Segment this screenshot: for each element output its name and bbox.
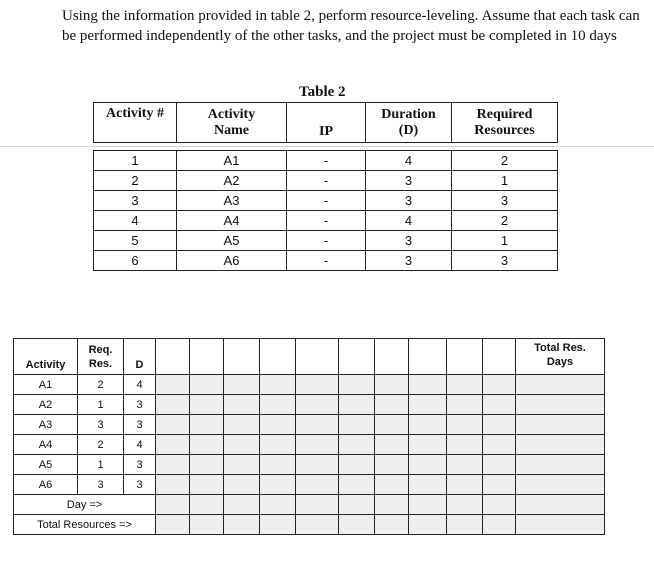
schedule-cell[interactable] [156,435,190,455]
schedule-cell[interactable] [483,415,516,435]
leveling-req-res-cell: 2 [78,375,124,395]
grid-header-day-cell[interactable] [156,339,190,375]
duration-cell: 3 [366,251,452,271]
schedule-cell[interactable] [375,435,409,455]
total-resources-cell[interactable] [447,515,483,535]
schedule-cell[interactable] [375,455,409,475]
activity-number-cell: 5 [94,231,177,251]
schedule-cell[interactable] [447,455,483,475]
leveling-activity-cell: A1 [14,375,78,395]
total-resources-cell[interactable] [375,515,409,535]
schedule-cell[interactable] [260,455,296,475]
schedule-cell[interactable] [296,415,339,435]
day-cell[interactable] [190,495,224,515]
activity-number-cell: 4 [94,211,177,231]
ip-cell: - [287,171,366,191]
leveling-row [14,415,605,435]
grid-header-day-cell[interactable] [375,339,409,375]
day-cell[interactable] [339,495,375,515]
leveling-duration-cell: 3 [124,455,156,475]
table2-body [93,150,558,271]
leveling-duration-cell: 4 [124,435,156,455]
schedule-cell[interactable] [156,415,190,435]
schedule-cell[interactable] [483,395,516,415]
schedule-cell[interactable] [296,435,339,455]
ip-cell: - [287,231,366,251]
schedule-cell[interactable] [190,415,224,435]
schedule-cell[interactable] [156,375,190,395]
leveling-req-res-cell: 3 [78,475,124,495]
grid-header-activity: Activity [14,339,78,375]
schedule-cell[interactable] [447,475,483,495]
row-total-res-days-cell[interactable] [516,455,605,475]
leveling-duration-cell: 3 [124,395,156,415]
grid-header-duration: D [124,339,156,375]
day-cell[interactable] [224,495,260,515]
leveling-duration-cell: 3 [124,415,156,435]
total-resources-cell[interactable] [409,515,447,535]
leveling-row [14,435,605,455]
schedule-cell[interactable] [190,455,224,475]
schedule-cell[interactable] [339,375,375,395]
leveling-activity-cell: A2 [14,395,78,415]
grid-header-day-cell[interactable] [409,339,447,375]
table2-title: Table 2 [299,84,346,100]
leveling-row [14,375,605,395]
schedule-cell[interactable] [224,455,260,475]
ip-cell: - [287,211,366,231]
day-cell[interactable] [260,495,296,515]
activity-name-cell: A6 [177,251,287,271]
schedule-cell[interactable] [296,395,339,415]
row-total-res-days-cell[interactable] [516,375,605,395]
schedule-cell[interactable] [339,435,375,455]
table2-row [94,191,558,211]
day-cell[interactable] [375,495,409,515]
schedule-cell[interactable] [409,395,447,415]
schedule-cell[interactable] [260,375,296,395]
grid-header-day-cell[interactable] [483,339,516,375]
required-resources-cell: 3 [452,191,558,211]
leveling-activity-cell: A4 [14,435,78,455]
total-resources-row-label: Total Resources => [14,515,156,535]
leveling-row [14,475,605,495]
duration-cell: 3 [366,171,452,191]
schedule-cell[interactable] [409,475,447,495]
header-required-resources: Required Resources [452,103,558,143]
required-resources-cell: 1 [452,171,558,191]
ip-cell: - [287,191,366,211]
schedule-cell[interactable] [447,435,483,455]
schedule-cell[interactable] [447,415,483,435]
duration-cell: 3 [366,191,452,211]
grid-header-day-cell[interactable] [339,339,375,375]
schedule-cell[interactable] [190,375,224,395]
schedule-cell[interactable] [375,415,409,435]
schedule-cell[interactable] [190,435,224,455]
schedule-cell[interactable] [483,455,516,475]
schedule-cell[interactable] [190,475,224,495]
day-cell[interactable] [409,495,447,515]
activity-name-cell: A5 [177,231,287,251]
leveling-req-res-cell: 3 [78,415,124,435]
leveling-activity-cell: A3 [14,415,78,435]
schedule-cell[interactable] [375,395,409,415]
total-resources-cell[interactable] [260,515,296,535]
leveling-row [14,455,605,475]
duration-cell: 4 [366,151,452,171]
table2-row [94,231,558,251]
grid-header-day-cell[interactable] [260,339,296,375]
schedule-cell[interactable] [483,475,516,495]
day-cell[interactable] [156,495,190,515]
schedule-cell[interactable] [483,375,516,395]
required-resources-cell: 2 [452,211,558,231]
required-resources-cell: 3 [452,251,558,271]
activity-name-cell: A1 [177,151,287,171]
leveling-row [14,395,605,415]
leveling-req-res-cell: 1 [78,455,124,475]
schedule-cell[interactable] [409,415,447,435]
total-resources-cell[interactable] [190,515,224,535]
row-total-res-days-cell[interactable] [516,415,605,435]
leveling-duration-cell: 3 [124,475,156,495]
schedule-cell[interactable] [260,415,296,435]
instructions-text: Using the information provided in table 2, perform resource-leveling. Assume that each task can be performed independently of the other tasks, and the project must be completed in 10 days [62,8,640,44]
header-activity-name: Activity Name [177,103,287,143]
total-resources-cell[interactable] [339,515,375,535]
required-resources-cell: 2 [452,151,558,171]
activity-number-cell: 1 [94,151,177,171]
grid-header-req-res: Req. Res. [78,339,124,375]
leveling-req-res-cell: 2 [78,435,124,455]
schedule-cell[interactable] [260,395,296,415]
grid-header-day-cell[interactable] [190,339,224,375]
schedule-cell[interactable] [296,455,339,475]
schedule-cell[interactable] [447,375,483,395]
leveling-req-res-cell: 1 [78,395,124,415]
schedule-cell[interactable] [409,375,447,395]
schedule-cell[interactable] [339,395,375,415]
schedule-cell[interactable] [296,475,339,495]
schedule-cell[interactable] [483,435,516,455]
day-cell[interactable] [296,495,339,515]
total-resources-cell[interactable] [296,515,339,535]
leveling-activity-cell: A5 [14,455,78,475]
table2-row [94,151,558,171]
schedule-cell[interactable] [224,415,260,435]
ip-cell: - [287,151,366,171]
table2-header [93,102,558,143]
resource-leveling-grid [13,338,605,535]
schedule-cell[interactable] [339,475,375,495]
grid-header-day-cell[interactable] [447,339,483,375]
header-duration: Duration (D) [366,103,452,143]
schedule-cell[interactable] [296,375,339,395]
activity-name-cell: A2 [177,171,287,191]
schedule-cell[interactable] [224,475,260,495]
activity-number-cell: 2 [94,171,177,191]
day-cell[interactable] [447,495,483,515]
grid-header-day-cell[interactable] [224,339,260,375]
row-total-res-days-cell[interactable] [516,435,605,455]
header-activity-number: Activity # [94,103,177,143]
grand-total-cell[interactable] [516,515,605,535]
schedule-cell[interactable] [224,435,260,455]
schedule-cell[interactable] [409,435,447,455]
total-resources-cell[interactable] [483,515,516,535]
day-row-label: Day => [14,495,156,515]
header-ip: IP [287,103,366,143]
total-resources-cell[interactable] [156,515,190,535]
leveling-activity-cell: A6 [14,475,78,495]
activity-name-cell: A3 [177,191,287,211]
duration-cell: 4 [366,211,452,231]
schedule-cell[interactable] [156,395,190,415]
day-total-cell[interactable] [516,495,605,515]
ip-cell: - [287,251,366,271]
schedule-cell[interactable] [156,455,190,475]
table2-row [94,171,558,191]
schedule-cell[interactable] [260,475,296,495]
activity-number-cell: 6 [94,251,177,271]
schedule-cell[interactable] [224,395,260,415]
schedule-cell[interactable] [339,455,375,475]
day-cell[interactable] [483,495,516,515]
table2-row [94,251,558,271]
schedule-cell[interactable] [447,395,483,415]
grid-header-total-res-days: Total Res. Days [516,339,605,375]
schedule-cell[interactable] [409,455,447,475]
activity-name-cell: A4 [177,211,287,231]
grid-header-day-cell[interactable] [296,339,339,375]
leveling-duration-cell: 4 [124,375,156,395]
activity-number-cell: 3 [94,191,177,211]
duration-cell: 3 [366,231,452,251]
schedule-cell[interactable] [224,375,260,395]
schedule-cell[interactable] [156,475,190,495]
table2-row [94,211,558,231]
schedule-cell[interactable] [375,375,409,395]
schedule-cell[interactable] [339,415,375,435]
row-total-res-days-cell[interactable] [516,475,605,495]
schedule-cell[interactable] [375,475,409,495]
schedule-cell[interactable] [190,395,224,415]
separator-line [0,146,654,147]
required-resources-cell: 1 [452,231,558,251]
schedule-cell[interactable] [260,435,296,455]
row-total-res-days-cell[interactable] [516,395,605,415]
total-resources-cell[interactable] [224,515,260,535]
